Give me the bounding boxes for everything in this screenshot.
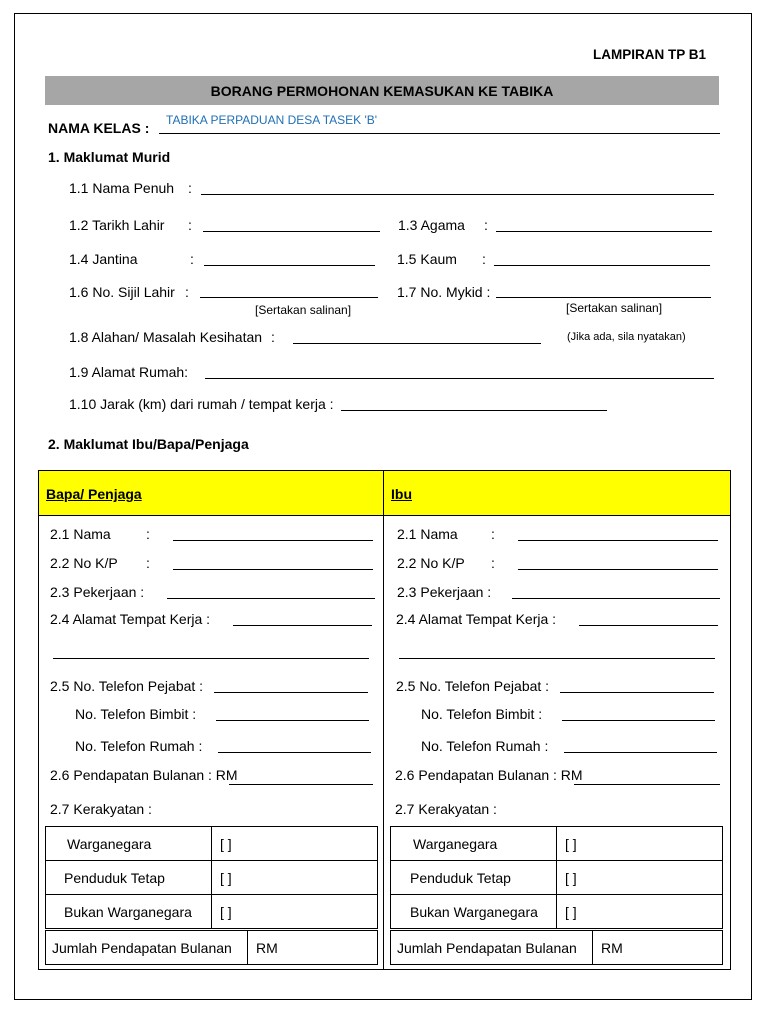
ibu-field-pendapatan[interactable] (574, 784, 720, 785)
label-tarikh-lahir: 1.2 Tarikh Lahir (69, 217, 165, 233)
sertakan-salinan-note: [Sertakan salinan] (255, 303, 352, 317)
penduduk-tetap-checkbox[interactable]: [ ] (557, 861, 723, 895)
colon: : (491, 555, 495, 571)
penduduk-tetap-label: Penduduk Tetap (46, 861, 212, 895)
lampiran-label: LAMPIRAN TP B1 (593, 47, 707, 62)
ibu-label-pekerjaan: 2.3 Pekerjaan : (397, 584, 492, 600)
ibu-jumlah-table (390, 930, 723, 965)
bapa-field-kp[interactable] (173, 569, 373, 570)
sertakan-salinan-note: [Sertakan salinan] (566, 301, 663, 315)
field-agama[interactable] (496, 231, 712, 232)
bapa-label-nama: 2.1 Nama (50, 526, 111, 542)
section2-heading: 2. Maklumat Ibu/Bapa/Penjaga (48, 436, 249, 452)
nama-kelas-label: NAMA KELAS : (48, 120, 150, 136)
ibu-label-kerakyatan: 2.7 Kerakyatan : (395, 801, 497, 817)
colon: : (188, 217, 192, 233)
jumlah-pendapatan-label: Jumlah Pendapatan Bulanan (46, 931, 248, 965)
colon: : (491, 526, 495, 542)
colon: : (188, 180, 192, 196)
bapa-label-alamat-kerja: 2.4 Alamat Tempat Kerja : (50, 611, 211, 627)
ibu-label-tel-pejabat: 2.5 No. Telefon Pejabat : (396, 678, 550, 694)
bapa-header: Bapa/ Penjaga (46, 486, 142, 502)
bapa-field-pekerjaan[interactable] (167, 598, 375, 599)
jumlah-pendapatan-rm[interactable]: RM (248, 931, 378, 965)
ibu-label-tel-rumah: No. Telefon Rumah : (421, 738, 549, 754)
label-nama-penuh: 1.1 Nama Penuh (69, 180, 175, 196)
ibu-label-nama: 2.1 Nama (397, 526, 458, 542)
section1-heading: 1. Maklumat Murid (48, 149, 171, 165)
bukan-warganegara-checkbox[interactable]: [ ] (212, 895, 378, 929)
label-alamat-rumah: 1.9 Alamat Rumah: (69, 364, 189, 380)
bapa-field-tel-pejabat[interactable] (214, 692, 368, 693)
ibu-field-tel-pejabat[interactable] (560, 692, 714, 693)
bapa-field-tel-bimbit[interactable] (216, 720, 369, 721)
column-divider (383, 470, 384, 970)
jika-ada-note: (Jika ada, sila nyatakan) (567, 331, 686, 343)
label-agama: 1.3 Agama (398, 217, 465, 233)
warganegara-checkbox[interactable]: [ ] (557, 827, 723, 861)
bapa-field-pendapatan[interactable] (229, 784, 373, 785)
bapa-field-nama[interactable] (173, 540, 373, 541)
bukan-warganegara-label: Bukan Warganegara (46, 895, 212, 929)
warganegara-label: Warganegara (46, 827, 212, 861)
bapa-field-alamat-kerja-2[interactable] (53, 658, 369, 659)
field-kaum[interactable] (494, 265, 710, 266)
field-jantina[interactable] (204, 265, 375, 266)
warganegara-label: Warganegara (391, 827, 557, 861)
colon: : (146, 555, 150, 571)
label-sijil-lahir: 1.6 No. Sijil Lahir (69, 284, 175, 300)
colon: : (271, 329, 275, 345)
nama-kelas-line (159, 133, 720, 134)
penduduk-tetap-label: Penduduk Tetap (391, 861, 557, 895)
ibu-kerakyatan-table (390, 826, 723, 929)
ibu-field-alamat-kerja[interactable] (579, 625, 718, 626)
bukan-warganegara-checkbox[interactable]: [ ] (557, 895, 723, 929)
ibu-field-nama[interactable] (518, 540, 718, 541)
colon: : (185, 284, 189, 300)
colon: : (484, 217, 488, 233)
label-alahan: 1.8 Alahan/ Masalah Kesihatan (69, 329, 263, 345)
label-kaum: 1.5 Kaum (397, 251, 457, 267)
ibu-label-tel-bimbit: No. Telefon Bimbit : (421, 706, 543, 722)
field-tarikh-lahir[interactable] (203, 231, 380, 232)
header-divider (39, 515, 730, 516)
bapa-label-tel-bimbit: No. Telefon Bimbit : (75, 706, 197, 722)
label-jantina: 1.4 Jantina (69, 251, 138, 267)
ibu-field-kp[interactable] (518, 569, 718, 570)
ibu-label-alamat-kerja: 2.4 Alamat Tempat Kerja : (396, 611, 557, 627)
colon: : (190, 251, 194, 267)
bapa-label-kerakyatan: 2.7 Kerakyatan : (50, 801, 152, 817)
ibu-field-alamat-kerja-2[interactable] (399, 658, 715, 659)
penduduk-tetap-checkbox[interactable]: [ ] (212, 861, 378, 895)
field-alahan[interactable] (293, 343, 541, 344)
field-sijil-lahir[interactable] (200, 297, 378, 298)
label-jarak: 1.10 Jarak (km) dari rumah / tempat kerja : (69, 396, 334, 412)
field-nama-penuh[interactable] (201, 194, 714, 195)
colon: : (482, 251, 486, 267)
warganegara-checkbox[interactable]: [ ] (212, 827, 378, 861)
ibu-field-tel-rumah[interactable] (564, 752, 717, 753)
bapa-label-tel-pejabat: 2.5 No. Telefon Pejabat : (50, 678, 204, 694)
field-mykid[interactable] (496, 297, 711, 298)
ibu-field-tel-bimbit[interactable] (562, 720, 715, 721)
jumlah-pendapatan-rm[interactable]: RM (593, 931, 723, 965)
ibu-header-cell (384, 471, 730, 516)
label-mykid: 1.7 No. Mykid : (397, 284, 491, 300)
bapa-label-kp: 2.2 No K/P (50, 555, 118, 571)
nama-kelas-value[interactable]: TABIKA PERPADUAN DESA TASEK 'B' (166, 113, 378, 127)
ibu-header: Ibu (391, 486, 412, 502)
ibu-field-pekerjaan[interactable] (512, 598, 720, 599)
bapa-field-tel-rumah[interactable] (218, 752, 371, 753)
field-alamat-rumah[interactable] (205, 378, 714, 379)
colon: : (146, 526, 150, 542)
bapa-kerakyatan-table (45, 826, 378, 929)
form-title: BORANG PERMOHONAN KEMASUKAN KE TABIKA (45, 76, 719, 105)
bukan-warganegara-label: Bukan Warganegara (391, 895, 557, 929)
field-jarak[interactable] (341, 410, 607, 411)
bapa-label-pekerjaan: 2.3 Pekerjaan : (50, 584, 145, 600)
ibu-label-pendapatan: 2.6 Pendapatan Bulanan : RM (395, 767, 583, 783)
bapa-label-pendapatan: 2.6 Pendapatan Bulanan : RM (50, 767, 238, 783)
bapa-label-tel-rumah: No. Telefon Rumah : (75, 738, 203, 754)
ibu-label-kp: 2.2 No K/P (397, 555, 465, 571)
bapa-jumlah-table (45, 930, 378, 965)
bapa-field-alamat-kerja[interactable] (233, 625, 372, 626)
jumlah-pendapatan-label: Jumlah Pendapatan Bulanan (391, 931, 593, 965)
